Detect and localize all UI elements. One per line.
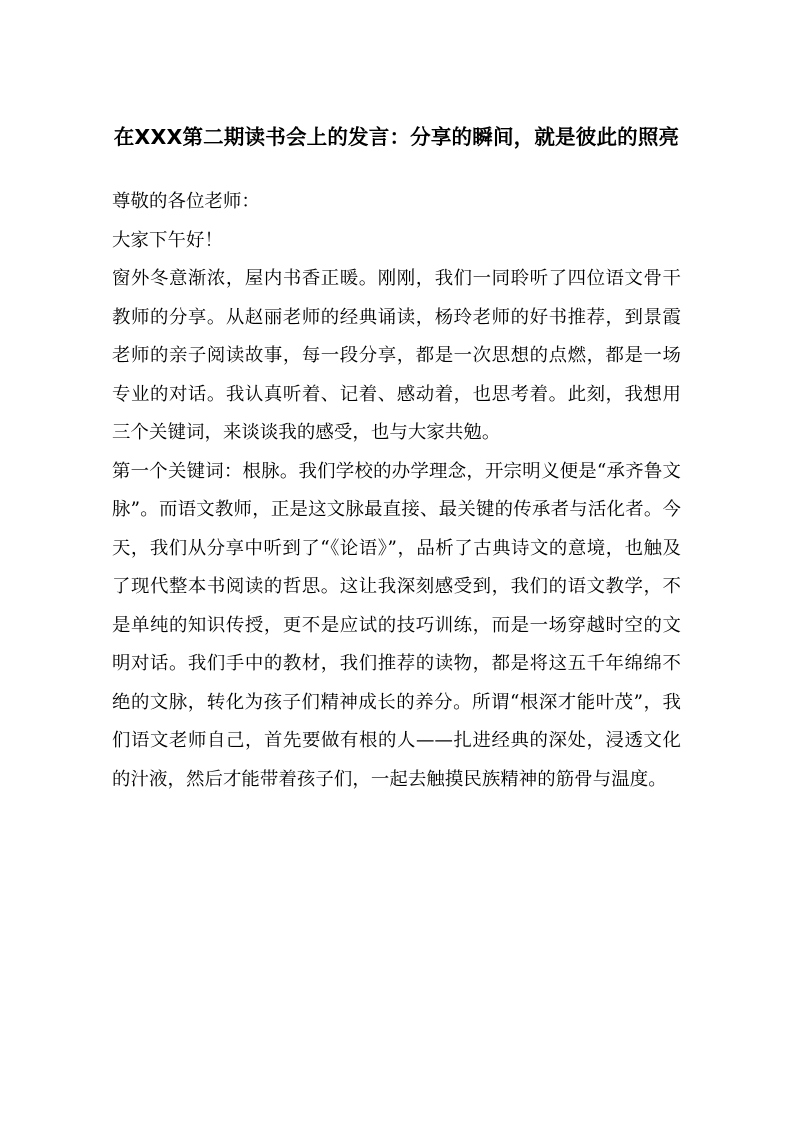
paragraph-body-1: 窗外冬意渐浓，屋内书香正暖。刚刚，我们一同聆听了四位语文骨干教师的分享。从赵丽老师的经典诵读，杨玲老师的好书推荐，到景霞老师的亲子阅读故事，每一段分享，都是一次思想的点燃，都是一场专业的对话。我认真听着、记着、感动着，也思考着。此刻，我想用三个关键词，来谈谈我的感受，也与大家共勉。: [112, 268, 681, 443]
paragraph-greeting: 大家下午好！: [112, 229, 223, 251]
page-title: 在XXX第二期读书会上的发言：分享的瞬间，就是彼此的照亮: [113, 125, 680, 149]
paragraph-salutation: 尊敬的各位老师：: [112, 191, 260, 212]
paragraph-body-2: 第一个关键词：根脉。我们学校的办学理念，开宗明义便是“承齐鲁文脉”。而语文教师，正是这文脉最直接、最关键的传承者与活化者。今天，我们从分享中听到了“《论语》”，品析了古典诗文的意境，也触及了现代整本书阅读的哲思。这让我深刻感受到，我们的语文教学，不是单纯的知识传授，更不是应试的技巧训练，而是一场穿越时空的文明对话。我们手中的教材，我们推荐的读物，都是将这五千年绵绵不绝的文脉，转化为孩子们精神成长的养分。所谓“根深才能叶茂”，我们语文老师自己，首先要做有根的人——扎进经典的深处，浸透文化的汁液，然后才能带着孩子们，一起去触摸民族精神的筋骨与温度。: [112, 460, 681, 790]
